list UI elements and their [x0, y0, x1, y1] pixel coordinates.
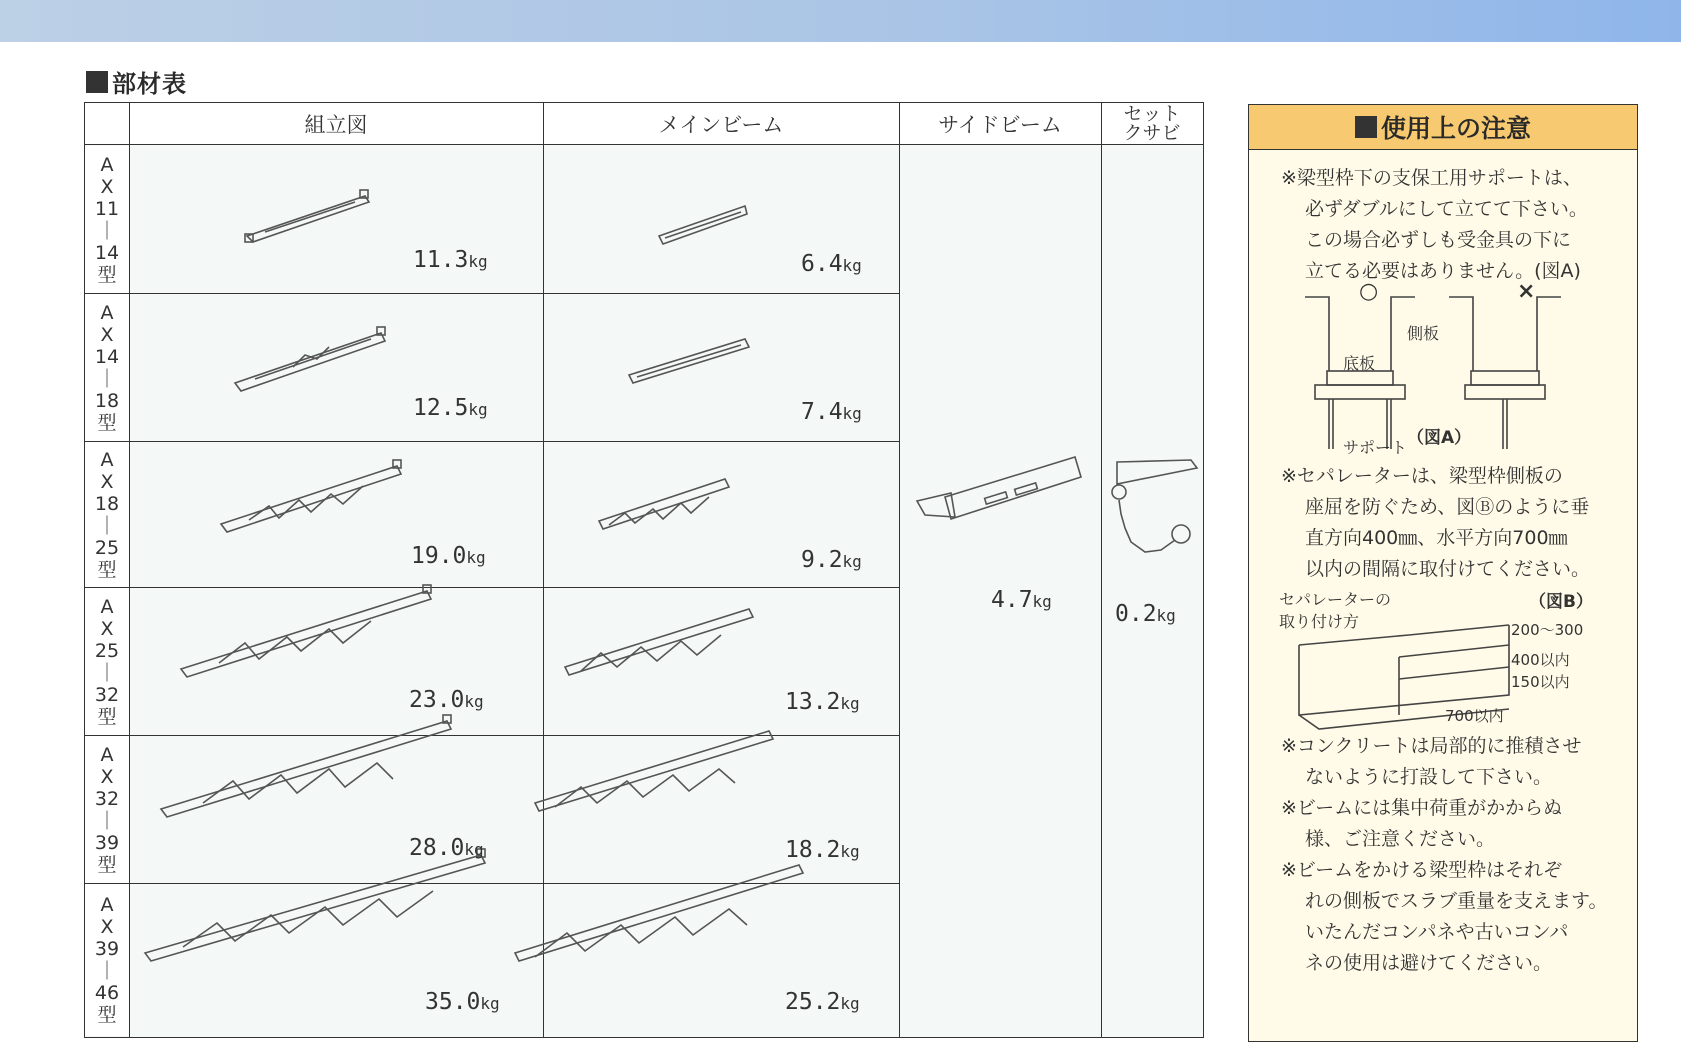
dim-700: 700以内 [1445, 707, 1504, 725]
ng-mark: × [1517, 279, 1536, 304]
assembly-weight: 28.0kg [409, 835, 484, 861]
notes-title: 使用上の注意 [1380, 114, 1531, 143]
main-beam-drawing-6 [511, 859, 811, 969]
assembly-drawing-2 [233, 325, 393, 395]
dim-400: 400以内 [1511, 651, 1570, 669]
header-assembly: 組立図 [129, 103, 543, 145]
side-panel-label: 側板 [1407, 324, 1440, 343]
assembly-drawing-5 [159, 713, 459, 823]
header-set-wedge-line1: セット [1123, 102, 1181, 125]
main-beam-drawing-3 [595, 473, 735, 537]
assembly-drawing-1 [245, 188, 375, 248]
support-label: サポート [1343, 438, 1408, 457]
main-beam-drawing-1 [655, 198, 755, 248]
main-beam-drawing-4 [561, 603, 761, 683]
dim-150: 150以内 [1511, 673, 1570, 691]
main-beam-weight: 9.2kg [801, 547, 862, 573]
main-beam-drawing-5 [531, 725, 781, 821]
assembly-weight: 11.3kg [413, 247, 488, 273]
parts-table [84, 102, 1204, 1038]
section-title [86, 64, 187, 99]
figure-b-title-2: 取り付け方 [1279, 612, 1360, 631]
notes-header [1249, 105, 1637, 150]
note-load: ※ビームには集中荷重がかからぬ 様、ご注意ください。 [1281, 797, 1563, 850]
divider [129, 103, 130, 1037]
divider [899, 103, 900, 1037]
row-label: A X 14 ｜ 18 型 [85, 294, 129, 441]
main-beam-weight: 13.2kg [785, 689, 860, 715]
wedge-weight: 0.2kg [1115, 601, 1176, 627]
main-beam-weight: 7.4kg [801, 399, 862, 425]
figure-a-caption: （図A） [1407, 428, 1472, 448]
main-beam-weight: 6.4kg [801, 251, 862, 277]
assembly-weight: 23.0kg [409, 687, 484, 713]
note-separator: ※セパレーターは、梁型枠側板の 座屈を防ぐため、図Ⓑのように垂 直方向400㎜、水平方向700㎜ 以内の間隔に取付けてください。 [1281, 465, 1591, 580]
divider [1101, 103, 1102, 1037]
section-title-text: 部材表 [112, 70, 187, 98]
figure-b-title-1: セパレーターの [1279, 590, 1392, 609]
assembly-weight: 19.0kg [411, 543, 486, 569]
note-concrete: ※コンクリートは局部的に推積させ ないように打設して下さい。 [1281, 735, 1582, 788]
square-bullet-icon [86, 71, 108, 93]
side-beam-drawing [915, 453, 1085, 533]
header-side-beam: サイドビーム [899, 103, 1101, 145]
assembly-drawing-6 [143, 847, 493, 967]
row-label: A X 39 ｜ 46 型 [85, 884, 129, 1036]
usage-notes-panel [1248, 104, 1638, 1042]
note-support: ※梁型枠下の支保工用サポートは、 必ずダブルにして立てて下さい。 この場合必ずしも受金具の下に 立てる必要はありません。(図A) [1281, 167, 1588, 282]
divider [85, 441, 899, 442]
main-beam-weight: 18.2kg [785, 837, 860, 863]
header-set-wedge [1101, 103, 1203, 145]
figure-b-caption: （図B） [1529, 592, 1593, 612]
bottom-panel-label: 底板 [1343, 354, 1376, 373]
row-label: A X 18 ｜ 25 型 [85, 442, 129, 587]
wedge-drawing [1109, 458, 1199, 568]
row-label: A X 25 ｜ 32 型 [85, 588, 129, 735]
assembly-weight: 12.5kg [413, 395, 488, 421]
assembly-weight: 35.0kg [425, 989, 500, 1015]
side-beam-weight: 4.7kg [991, 587, 1052, 613]
ok-mark: ○ [1359, 279, 1379, 304]
main-beam-weight: 25.2kg [785, 989, 860, 1015]
assembly-drawing-3 [219, 458, 409, 538]
note-formwork: ※ビームをかける梁型枠はそれぞ れの側板でスラブ重量を支えます。 いたんだコンパネや古いコンパ ネの使用は避けてください。 [1281, 859, 1608, 974]
row-label: A X 32 ｜ 39 型 [85, 736, 129, 883]
top-color-band [0, 0, 1681, 42]
header-blank [85, 103, 129, 145]
dim-200-300: 200～300 [1511, 621, 1584, 639]
main-beam-drawing-2 [625, 333, 755, 389]
header-main-beam: メインビーム [543, 103, 899, 145]
header-set-wedge-line2: クサビ [1123, 121, 1181, 144]
row-label: A X 11 ｜ 14 型 [85, 146, 129, 293]
square-bullet-icon [1355, 116, 1377, 138]
divider [85, 293, 899, 294]
assembly-drawing-4 [179, 583, 439, 683]
